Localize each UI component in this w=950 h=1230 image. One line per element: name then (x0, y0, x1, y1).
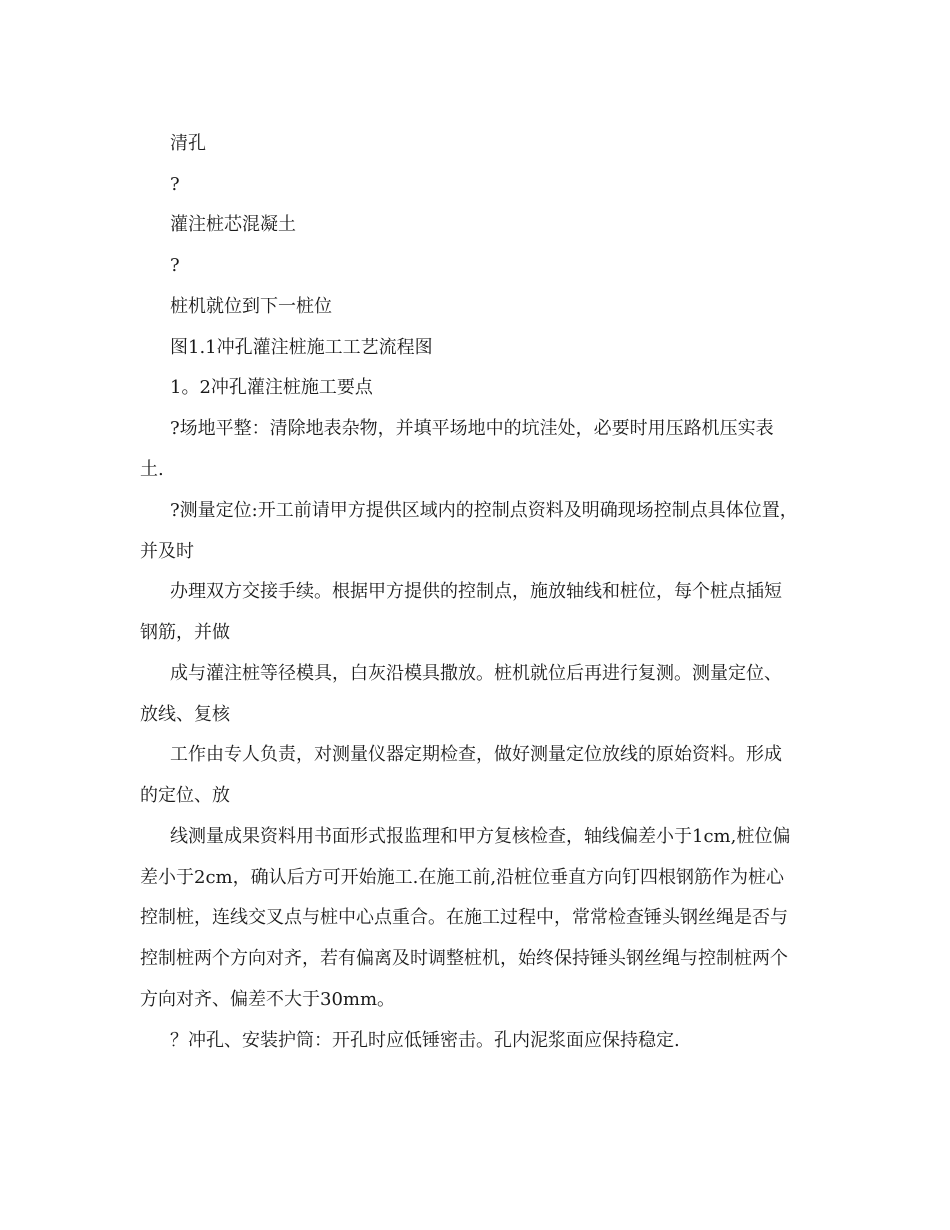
paragraph-line: 控制桩两个方向对齐，若有偏离及时调整桩机，始终保持锤头钢丝绳与控制桩两个 (140, 948, 788, 969)
paragraph-line: 的定位、放 (140, 785, 230, 806)
flow-step-clean-hole: 清孔 (170, 133, 206, 154)
paragraph-line: ?测量定位:开工前请甲方提供区域内的控制点资料及明确现场控制点具体位置， (170, 500, 798, 521)
figure-caption: 图1.1冲孔灌注桩施工工艺流程图 (170, 337, 433, 358)
flow-arrow: ? (170, 255, 180, 276)
paragraph-line: ？冲孔、安装护筒：开孔时应低锤密击。孔内泥浆面应保持稳定. (170, 1030, 680, 1051)
paragraph-line: 成与灌注桩等径模具，白灰沿模具撒放。桩机就位后再进行复测。测量定位、 (170, 663, 782, 684)
section-heading: 1。2冲孔灌注桩施工要点 (170, 377, 373, 398)
paragraph-line: 线测量成果资料用书面形式报监理和甲方复核检查，轴线偏差小于1cm,桩位偏 (170, 826, 791, 847)
flow-step-next-pile: 桩机就位到下一桩位 (170, 296, 332, 317)
flow-arrow: ? (170, 174, 180, 195)
paragraph-line: 钢筋，并做 (140, 622, 230, 643)
paragraph-line: 差小于2cm，确认后方可开始施工.在施工前,沿桩位垂直方向钉四根钢筋作为桩心 (140, 867, 785, 888)
paragraph-line: 工作由专人负责，对测量仪器定期检查，做好测量定位放线的原始资料。形成 (170, 744, 782, 765)
paragraph-line: 土. (140, 459, 164, 480)
paragraph-line: 放线、复核 (140, 704, 230, 725)
flow-step-pour-concrete: 灌注桩芯混凝土 (170, 214, 296, 235)
paragraph-line: 并及时 (140, 541, 194, 562)
paragraph-line: 方向对齐、偏差不大于30mm。 (140, 989, 396, 1010)
paragraph-line: ?场地平整：清除地表杂物，并填平场地中的坑洼处，必要时用压路机压实表 (170, 418, 774, 439)
paragraph-line: 控制桩，连线交叉点与桩中心点重合。在施工过程中，常常检查锤头钢丝绳是否与 (140, 907, 788, 928)
paragraph-line: 办理双方交接手续。根据甲方提供的控制点，施放轴线和桩位，每个桩点插短 (170, 581, 782, 602)
